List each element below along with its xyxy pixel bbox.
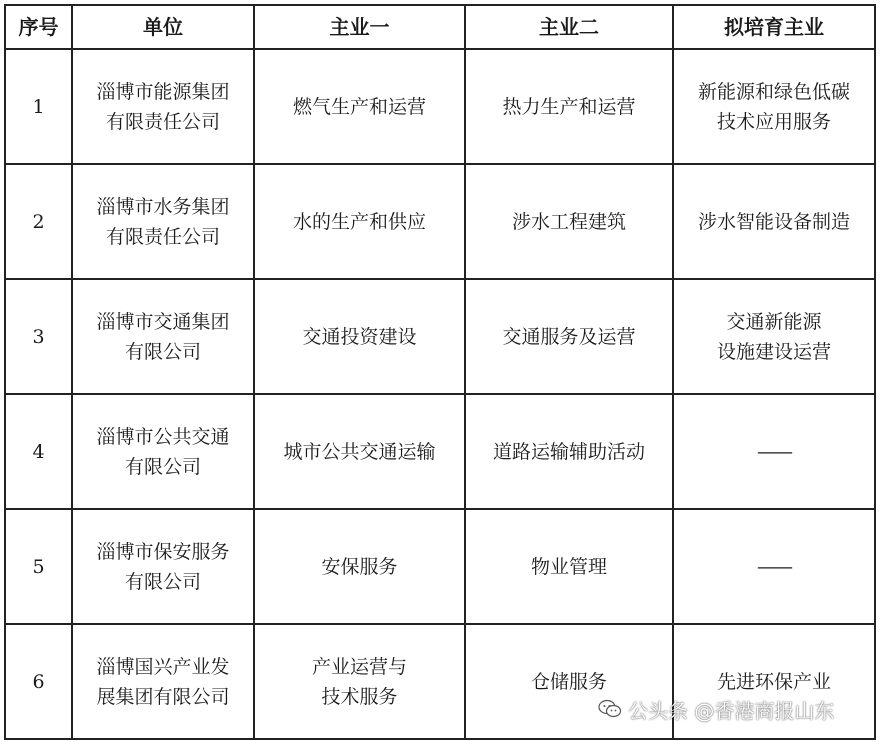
table-row [5, 49, 875, 164]
cell-text-line: 物业管理 [530, 555, 607, 578]
cell-main-business-2 [465, 509, 673, 624]
header-unit: 单位 [72, 5, 254, 49]
cell-text-line: 安保服务 [321, 555, 398, 578]
header-cultivated-business: 拟培育主业 [673, 5, 875, 49]
cell-main-business-1 [254, 279, 465, 394]
cell-text-line: 水的生产和供应 [292, 210, 426, 233]
cell-text-line: 道路运输辅助活动 [492, 440, 645, 463]
cell-main-business-2 [465, 279, 673, 394]
cell-text-line: 仓储服务 [530, 670, 607, 693]
cell-unit [72, 624, 254, 739]
cell-cultivated-business [673, 49, 875, 164]
cell-main-business-1 [254, 624, 465, 739]
cell-text-line: 产业运营与 [311, 655, 407, 678]
cell-text-line: 城市公共交通运输 [283, 440, 436, 463]
cell-text-line: 新能源和绿色低碳 [697, 80, 850, 103]
cell-text-line: 淄博市公共交通 [96, 425, 230, 448]
table-row [5, 509, 875, 624]
cell-text-line: 淄博市水务集团 [96, 195, 230, 218]
cell-text-line: —— [757, 440, 791, 463]
cell-text-line: 展集团有限公司 [96, 685, 230, 708]
cell-main-business-2 [465, 164, 673, 279]
cell-text-line: 设施建设运营 [716, 340, 831, 363]
cell-cultivated-business [673, 164, 875, 279]
cell-text-line: 交通新能源 [726, 310, 822, 333]
cell-text-line: 淄博市能源集团 [96, 80, 230, 103]
cell-text-line: —— [757, 555, 791, 578]
header-main-business-1: 主业一 [254, 5, 465, 49]
cell-serial-number: 2 [5, 164, 72, 279]
cell-unit [72, 49, 254, 164]
table-header-row [5, 5, 875, 49]
cell-text-line: 涉水工程建筑 [511, 210, 626, 233]
cell-serial-number: 5 [5, 509, 72, 624]
cell-text-line: 有限责任公司 [105, 225, 220, 248]
cell-text-line: 技术应用服务 [716, 110, 831, 133]
cell-serial-number: 6 [5, 624, 72, 739]
cell-main-business-1 [254, 509, 465, 624]
table-row [5, 164, 875, 279]
cell-text-line: 淄博市交通集团 [96, 310, 230, 333]
cell-main-business-2 [465, 49, 673, 164]
enterprise-main-business-table [4, 4, 876, 740]
cell-text-line: 淄博市保安服务 [96, 540, 230, 563]
cell-text-line: 有限责任公司 [105, 110, 220, 133]
cell-unit [72, 164, 254, 279]
cell-serial-number: 4 [5, 394, 72, 509]
cell-cultivated-business [673, 509, 875, 624]
table-row [5, 394, 875, 509]
cell-text-line: 技术服务 [321, 685, 398, 708]
cell-cultivated-business [673, 279, 875, 394]
header-serial-number: 序号 [5, 5, 72, 49]
cell-text-line: 涉水智能设备制造 [697, 210, 850, 233]
cell-text-line: 先进环保产业 [716, 670, 831, 693]
cell-serial-number: 3 [5, 279, 72, 394]
header-main-business-2: 主业二 [465, 5, 673, 49]
cell-text-line: 交通投资建设 [302, 325, 417, 348]
cell-text-line: 有限公司 [124, 570, 201, 593]
cell-text-line: 燃气生产和运营 [292, 95, 426, 118]
watermark-text: 公头条 @香港商报山东 [628, 698, 835, 723]
cell-unit [72, 509, 254, 624]
cell-main-business-2 [465, 394, 673, 509]
cell-text-line: 有限公司 [124, 455, 201, 478]
cell-text-line: 热力生产和运营 [502, 95, 636, 118]
cell-text-line: 淄博国兴产业发 [96, 655, 230, 678]
cell-serial-number: 1 [5, 49, 72, 164]
source-watermark [598, 694, 834, 724]
cell-unit [72, 394, 254, 509]
cell-main-business-1 [254, 49, 465, 164]
cell-main-business-1 [254, 394, 465, 509]
cell-text-line: 交通服务及运营 [502, 325, 636, 348]
cell-cultivated-business [673, 394, 875, 509]
cell-unit [72, 279, 254, 394]
wechat-icon [598, 699, 622, 719]
cell-text-line: 有限公司 [124, 340, 201, 363]
table-row [5, 279, 875, 394]
cell-main-business-1 [254, 164, 465, 279]
